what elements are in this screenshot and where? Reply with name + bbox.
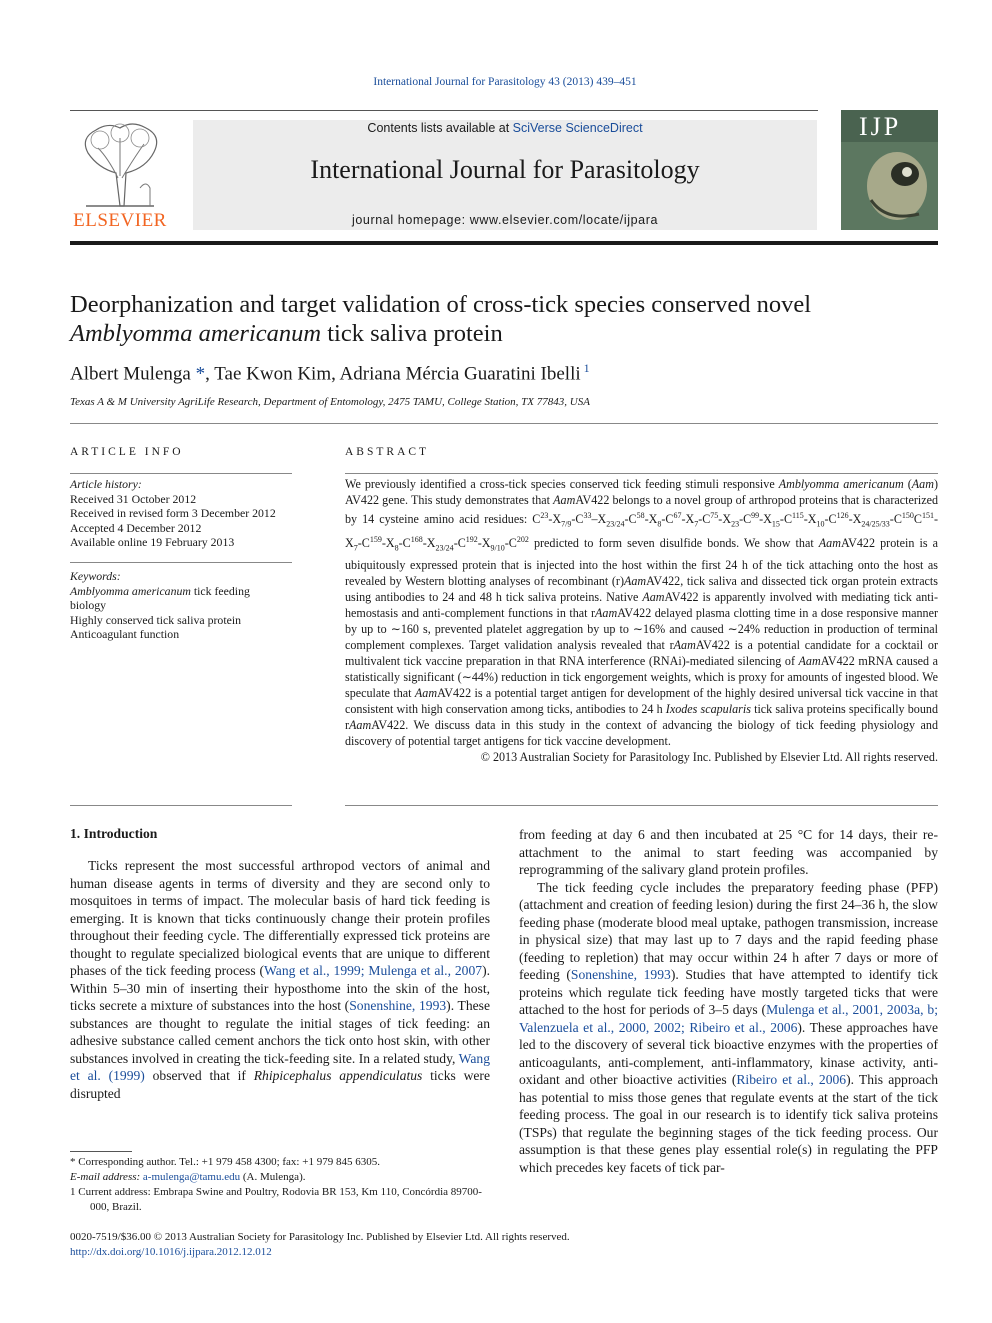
copyright-line: © 2013 Australian Society for Parasitology Inc. Published by Elsevier Ltd. All rights reserved. bbox=[480, 749, 938, 764]
affiliation: Texas A & M University AgriLife Research, Department of Entomology, 2475 TAMU, College Station, TX 77843, USA bbox=[70, 396, 590, 408]
elsevier-wordmark: ELSEVIER bbox=[73, 210, 167, 231]
email-suffix: (A. Mulenga). bbox=[240, 1171, 306, 1183]
intro-paragraph-1-cont: from feeding at day 6 and then incubated at 25 °C for 14 days, their re-attachment to the animal to start feeding was accompanied by reprogramming of the salivary gland protein profiles. bbox=[519, 827, 938, 877]
affiliation-rule bbox=[70, 423, 938, 424]
history-received: Received 31 October 2012 bbox=[70, 491, 197, 506]
info-rule-3 bbox=[70, 805, 292, 806]
homepage-prefix: journal homepage: bbox=[351, 213, 470, 227]
intro-paragraph-2: The tick feeding cycle includes the preparatory feeding phase (PFP) (attachment and creation of feeding lesion) during the first 24–36 h, the slow feeding phase (moderate blood meal uptake, pathogen transmission, increase in physical size) that may last up to 7 days and the rapid feeding phase (feeding to repletion) that may occur within 24 h after 7 days or more of feeding (Sonenshine, 1993). Studies that have attempted to identify tick proteins which regulate tick feeding have mostly targeted ticks that were attached to the host for periods of 3–5 days (Mulenga et al., 2001, 2003a, b; Valenzuela et al., 2000, 2002; Ribeiro et al., 2006). These approaches have led to the discovery of several tick bioactive enzymes with the properties of anticoagulants, anti-complement, anti-inflammatory, kinase activity, anti-oxidant and other bioactive activities (Ribeiro et al., 2006). This approach has potential to miss those genes that regulate events at the start of the tick feeding process. The goal in our research is to identify tick saliva proteins (TSPs) that regulate the beginning stages of the tick feeding process. Our assumption is that these genes play essential role(s) in regulating the PFP which precedes key facets of tick par- bbox=[519, 879, 939, 1175]
sciencedirect-link[interactable]: SciVerse ScienceDirect bbox=[512, 121, 643, 135]
intro-column-2 bbox=[519, 826, 938, 1176]
footnote-email bbox=[70, 1170, 490, 1185]
homepage-url[interactable]: www.elsevier.com/locate/ijpara bbox=[469, 213, 659, 227]
footnote-mark-1[interactable]: 1 bbox=[580, 361, 590, 375]
introduction-heading: 1. Introduction bbox=[70, 826, 158, 841]
cover-title: IJP bbox=[859, 112, 902, 141]
keyword-1-cont: biology bbox=[70, 598, 107, 612]
other-authors: , Tae Kwon Kim, Adriana Mércia Guaratini Ibelli bbox=[205, 363, 581, 385]
contents-line bbox=[193, 121, 817, 135]
footnote-current-address: 1 Current address: Embrapa Swine and Poultry, Rodovia BR 153, Km 110, Concórdia 89700-000, Brazil. bbox=[70, 1186, 482, 1213]
title-line-2 bbox=[70, 319, 950, 348]
history-revised: Received in revised form 3 December 2012 bbox=[70, 506, 276, 520]
article-title bbox=[70, 290, 950, 348]
email-link[interactable]: a-mulenga@tamu.edu bbox=[142, 1171, 241, 1183]
journal-title: International Journal for Parasitology bbox=[310, 155, 700, 184]
footnote-rule bbox=[70, 1151, 132, 1152]
abstract-rule-bottom bbox=[345, 805, 938, 806]
abstract-rule-top bbox=[345, 473, 938, 474]
email-label: E-mail address: bbox=[70, 1171, 143, 1183]
title-rest: tick saliva protein bbox=[321, 320, 503, 347]
doi-link[interactable]: http://dx.doi.org/10.1016/j.ijpara.2012.12.012 bbox=[70, 1246, 272, 1258]
header-bottom-bar bbox=[70, 241, 938, 245]
corresponding-mark[interactable]: * bbox=[190, 363, 206, 385]
journal-cover bbox=[841, 110, 938, 230]
keyword-1-rest: tick feeding bbox=[190, 583, 250, 598]
intro-paragraph-1: Ticks represent the most successful arthropod vectors of animal and human disease agents in terms of diversity and they are second only to mosquitoes in terms of impact. The molecular basis of hard tick feeding is emerging. It is known that ticks continuously change their protein profiles throughout their feeding cycle. The differentially expressed tick proteins are thought to regulate specialized biological events that are unique to different phases of the tick feeding process (Wang et al., 1999; Mulenga et al., 2007). Within 5–30 min of inserting their hyposthome into the skin of the host, ticks secrete a mixture of substances into the host (Sonenshine, 1993). These substances are thought to regulate the initial stages of tick feeding: an adhesive substance called cement anchors the tick onto host skin, with other substances involved in creating the tick-feeding site. In a related study, Wang et al. (1999) observed that if Rhipicephalus appendiculatus ticks were disrupted bbox=[70, 858, 490, 1101]
author-1: Albert Mulenga bbox=[70, 363, 191, 385]
keywords bbox=[70, 569, 300, 642]
elsevier-logo bbox=[68, 118, 172, 234]
keyword-3: Anticoagulant function bbox=[70, 627, 180, 641]
keyword-1-species: Amblyomma americanum bbox=[70, 583, 191, 598]
intro-column-1 bbox=[70, 857, 490, 1102]
abstract-body: We previously identified a cross-tick species conserved tick feeding stimuli responsive Amblyomma americanum (Aam) AV422 gene. This study demonstrates that AamAV422 belongs to a novel group of arthropod proteins that is characterized by 14 cysteine amino acid residues: $C^{23}-X_{7/9}-C^{33}-X_{23/24}-C^{58}-X_8-C^{67}-X_7-C^{75}-X_{23}-C^{99}-X_{15}-C^{115}-X_{10}-C^{126}-X_{24/25/33}-C^{150}C^{151}-X_7-C^{159}-X_8-C^{168}-X_{23/24}-C^{192}-X_{9/10}-C^{202}$ predicted to form seven disulfide bonds. We show that AamAV422 protein is a ubiquitously expressed protein that is injected into the host within the first 24 h of the tick attaching onto the host as revealed by Western blotting analyses of recombinant (r)AamAV422, tick saliva and dissected tick organ protein extracts using antibodies to 24 and 48 h tick saliva proteins. Native AamAV422 is apparently involved with mediating tick anti-hemostasis and anti-complement functions in that rAamAV422 delayed plasma clotting time in a dose responsive manner by up to ∼160 s, prevented platelet aggregation by up to ∼16% and caused ∼24% reduction in production of terminal complement complexes. Target validation analysis revealed that rAamAV422 is a potential candidate for a cocktail or multivalent tick vaccine preparation in that RNA interference (RNAi)-mediated silencing of AamAV422 mRNA caused a statistically significant (∼44%) reduction in tick engorgement weights, which is proxy for amounts of ingested blood. We speculate that AamAV422 is a potential target antigen for development of the highly desired universal tick vaccine in that consistent with high conservation among ticks, antibodies to 24 h Ixodes scapularis tick saliva proteins specifically bound rAamAV422. We discuss data in this study in the context of advancing the biology of tick feeding physiology and discovery of potential target antigens for tick vaccine development. © 2013 Australian Society for Parasitology Inc. Published by Elsevier Ltd. All rights reserved. bbox=[345, 477, 938, 764]
article-info-heading: ARTICLE INFO bbox=[70, 446, 184, 458]
footnotes bbox=[70, 1155, 490, 1215]
homepage-line bbox=[193, 213, 817, 227]
bottom-info bbox=[70, 1230, 570, 1260]
footnote-corresponding: * Corresponding author. Tel.: +1 979 458 4300; fax: +1 979 845 6305. bbox=[70, 1156, 380, 1168]
header-top-rule bbox=[70, 110, 818, 111]
journal-reference-link[interactable]: International Journal for Parasitology 43 (2013) 439–451 bbox=[373, 76, 637, 88]
title-species: Amblyomma americanum bbox=[70, 320, 322, 347]
author-list bbox=[70, 361, 590, 385]
contents-prefix: Contents lists available at bbox=[367, 121, 513, 135]
info-rule-1 bbox=[70, 473, 292, 474]
title-line-1: Deorphanization and target validation of cross-tick species conserved novel bbox=[70, 291, 812, 318]
history-label: Article history: bbox=[70, 477, 142, 491]
info-rule-2 bbox=[70, 562, 292, 563]
issn-line: 0020-7519/$36.00 © 2013 Australian Society for Parasitology Inc. Published by Elsevier Ltd. All rights reserved. bbox=[70, 1231, 570, 1243]
history-accepted: Accepted 4 December 2012 bbox=[70, 520, 202, 535]
keywords-label: Keywords: bbox=[70, 569, 121, 583]
journal-reference bbox=[0, 76, 992, 88]
history-online: Available online 19 February 2013 bbox=[70, 535, 235, 549]
keyword-2: Highly conserved tick saliva protein bbox=[70, 612, 242, 627]
abstract-heading: ABSTRACT bbox=[345, 446, 430, 458]
article-history bbox=[70, 477, 300, 550]
keyword-1 bbox=[70, 584, 300, 599]
